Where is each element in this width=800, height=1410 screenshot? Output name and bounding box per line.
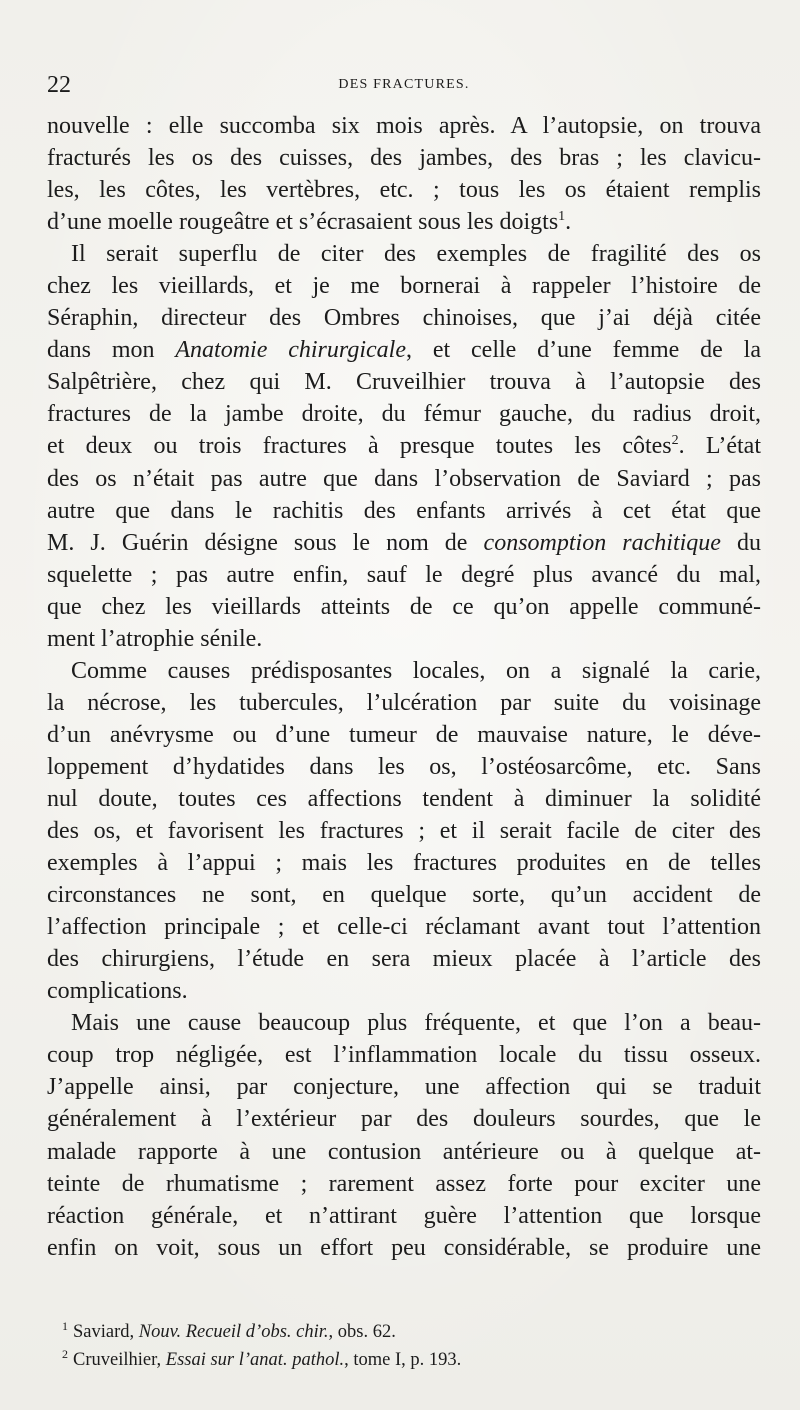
footnotes xyxy=(62,1318,752,1374)
footnote xyxy=(62,1318,752,1346)
text-segment: fractures de la jambe droite, du fémur gauche, du radius droit, xyxy=(47,401,761,428)
text-line xyxy=(47,1039,761,1071)
text-segment: d’une moelle rougeâtre et s’écrasaient sous les doigts xyxy=(47,209,559,236)
text-segment: chez les vieillards, et je me bornerai à rappeler l’histoire de xyxy=(47,273,761,300)
text-line xyxy=(47,334,761,366)
text-segment: squelette ; pas autre enfin, sauf le degré plus avancé du mal, xyxy=(47,561,761,588)
text-segment: dans mon xyxy=(47,337,176,364)
text-line xyxy=(47,238,761,270)
text-line xyxy=(47,430,761,462)
footnote-mark: 1 xyxy=(62,1319,68,1333)
citation-title: Essai sur l’anat. pathol. xyxy=(165,1350,345,1370)
text-segment: teinte de rhumatisme ; rarement assez forte pour exciter une xyxy=(47,1170,761,1197)
italic-title: Anatomie chirurgicale xyxy=(175,337,406,364)
text-line xyxy=(47,847,761,879)
text-segment: des chirurgiens, l’étude en sera mieux placée à l’article des xyxy=(47,946,761,973)
text-line xyxy=(47,943,761,975)
text-segment: malade rapporte à une contusion antérieure ou à quelque at- xyxy=(47,1138,761,1165)
text-line xyxy=(47,623,761,655)
footnote-text: , tome I, p. 193. xyxy=(344,1350,462,1370)
text-segment: d’un anévrysme ou d’une tumeur de mauvaise nature, le déve- xyxy=(47,721,761,748)
text-segment: généralement à l’extérieur par des douleurs sourdes, que le xyxy=(47,1106,761,1133)
text-segment: du xyxy=(720,529,762,556)
text-line xyxy=(47,1136,761,1168)
text-line xyxy=(47,655,761,687)
text-line xyxy=(47,206,761,238)
text-line xyxy=(47,687,761,719)
text-line xyxy=(47,559,761,591)
text-segment: l’affection principale ; et celle-ci réclamant avant tout l’attention xyxy=(47,914,761,941)
text-segment: Comme causes prédisposantes locales, on a signalé la carie, xyxy=(71,657,761,684)
text-segment: nouvelle : elle succomba six mois après. A l’autopsie, on trouva xyxy=(47,113,761,139)
text-segment: complications. xyxy=(47,978,188,1005)
text-segment: coup trop négligée, est l’inflammation locale du tissu osseux. xyxy=(47,1042,761,1069)
text-line xyxy=(47,463,761,495)
text-line xyxy=(47,142,761,174)
text-segment: Séraphin, directeur des Ombres chinoises, que j’ai déjà citée xyxy=(47,305,761,332)
text-segment: des os, et favorisent les fractures ; et il serait facile de citer des xyxy=(47,818,761,845)
text-line xyxy=(47,174,761,206)
text-segment: des os n’était pas autre que dans l’observation de Saviard ; pas xyxy=(47,465,761,492)
text-line xyxy=(47,1200,761,1232)
text-segment: Mais une cause beaucoup plus fréquente, et que l’on a beau- xyxy=(71,1010,761,1037)
text-line xyxy=(47,751,761,783)
footnote-text: Cruveilhier, xyxy=(73,1350,166,1370)
text-line xyxy=(47,591,761,623)
footnote-reference: 1 xyxy=(558,209,566,225)
text-line xyxy=(47,1232,761,1264)
text-segment: Il serait superflu de citer des exemples de fragilité des os xyxy=(71,241,761,268)
footnote xyxy=(62,1346,752,1374)
footnote-mark: 2 xyxy=(62,1347,68,1361)
text-segment: et deux ou trois fractures à presque toutes les côtes xyxy=(47,433,672,460)
text-line xyxy=(47,366,761,398)
text-segment: circonstances ne sont, en quelque sorte, qu’un accident de xyxy=(47,882,761,909)
text-line xyxy=(47,719,761,751)
text-segment: ment l’atrophie sénile. xyxy=(47,625,263,652)
page-number: 22 xyxy=(47,72,71,98)
text-segment: . L’état xyxy=(678,433,762,460)
text-segment: enfin on voit, sous un effort peu considérable, se produire une xyxy=(47,1234,761,1261)
text-line xyxy=(47,815,761,847)
footnote-reference: 2 xyxy=(671,433,679,449)
footnote-text: , obs. 62. xyxy=(328,1322,396,1342)
text-line xyxy=(47,1168,761,1200)
text-line xyxy=(47,495,761,527)
text-segment: autre que dans le rachitis des enfants arrivés à cet état que xyxy=(47,497,761,524)
running-title: DES FRACTURES. xyxy=(338,77,470,92)
text-segment: J’appelle ainsi, par conjecture, une affection qui se traduit xyxy=(47,1074,761,1101)
text-segment: nul doute, toutes ces affections tendent à diminuer la solidité xyxy=(47,785,761,812)
text-line xyxy=(47,398,761,430)
footnote-text: Saviard, xyxy=(73,1322,139,1342)
text-segment: Salpêtrière, chez qui M. Cruveilhier trouva à l’autopsie des xyxy=(47,369,761,396)
page-header xyxy=(47,70,761,100)
text-segment: la nécrose, les tubercules, l’ulcération par suite du voisinage xyxy=(47,689,761,716)
text-line xyxy=(47,1007,761,1039)
text-segment: exemples à l’appui ; mais les fractures produites en de telles xyxy=(47,850,761,877)
text-segment: que chez les vieillards atteints de ce qu’on appelle communé- xyxy=(47,593,761,620)
text-line xyxy=(47,110,761,142)
text-line xyxy=(47,302,761,334)
text-segment: M. J. Guérin désigne sous le nom de xyxy=(47,529,484,556)
text-line xyxy=(47,911,761,943)
text-line xyxy=(47,1071,761,1103)
text-segment: fracturés les os des cuisses, des jambes, des bras ; les clavicu- xyxy=(47,145,761,172)
text-line xyxy=(47,783,761,815)
text-line xyxy=(47,975,761,1007)
text-line xyxy=(47,270,761,302)
citation-title: Nouv. Recueil d’obs. chir. xyxy=(138,1322,329,1342)
text-segment: réaction générale, et n’attirant guère l’attention que lorsque xyxy=(47,1202,761,1229)
text-line xyxy=(47,527,761,559)
text-line xyxy=(47,879,761,911)
text-segment: loppement d’hydatides dans les os, l’ostéosarcôme, etc. Sans xyxy=(47,753,761,780)
italic-title: consomption rachitique xyxy=(483,529,721,556)
text-segment: . xyxy=(565,209,572,236)
text-segment: les, les côtes, les vertèbres, etc. ; tous les os étaient remplis xyxy=(47,177,761,204)
text-line xyxy=(47,1103,761,1135)
body-text xyxy=(47,110,761,1264)
text-segment: , et celle d’une femme de la xyxy=(405,337,761,364)
